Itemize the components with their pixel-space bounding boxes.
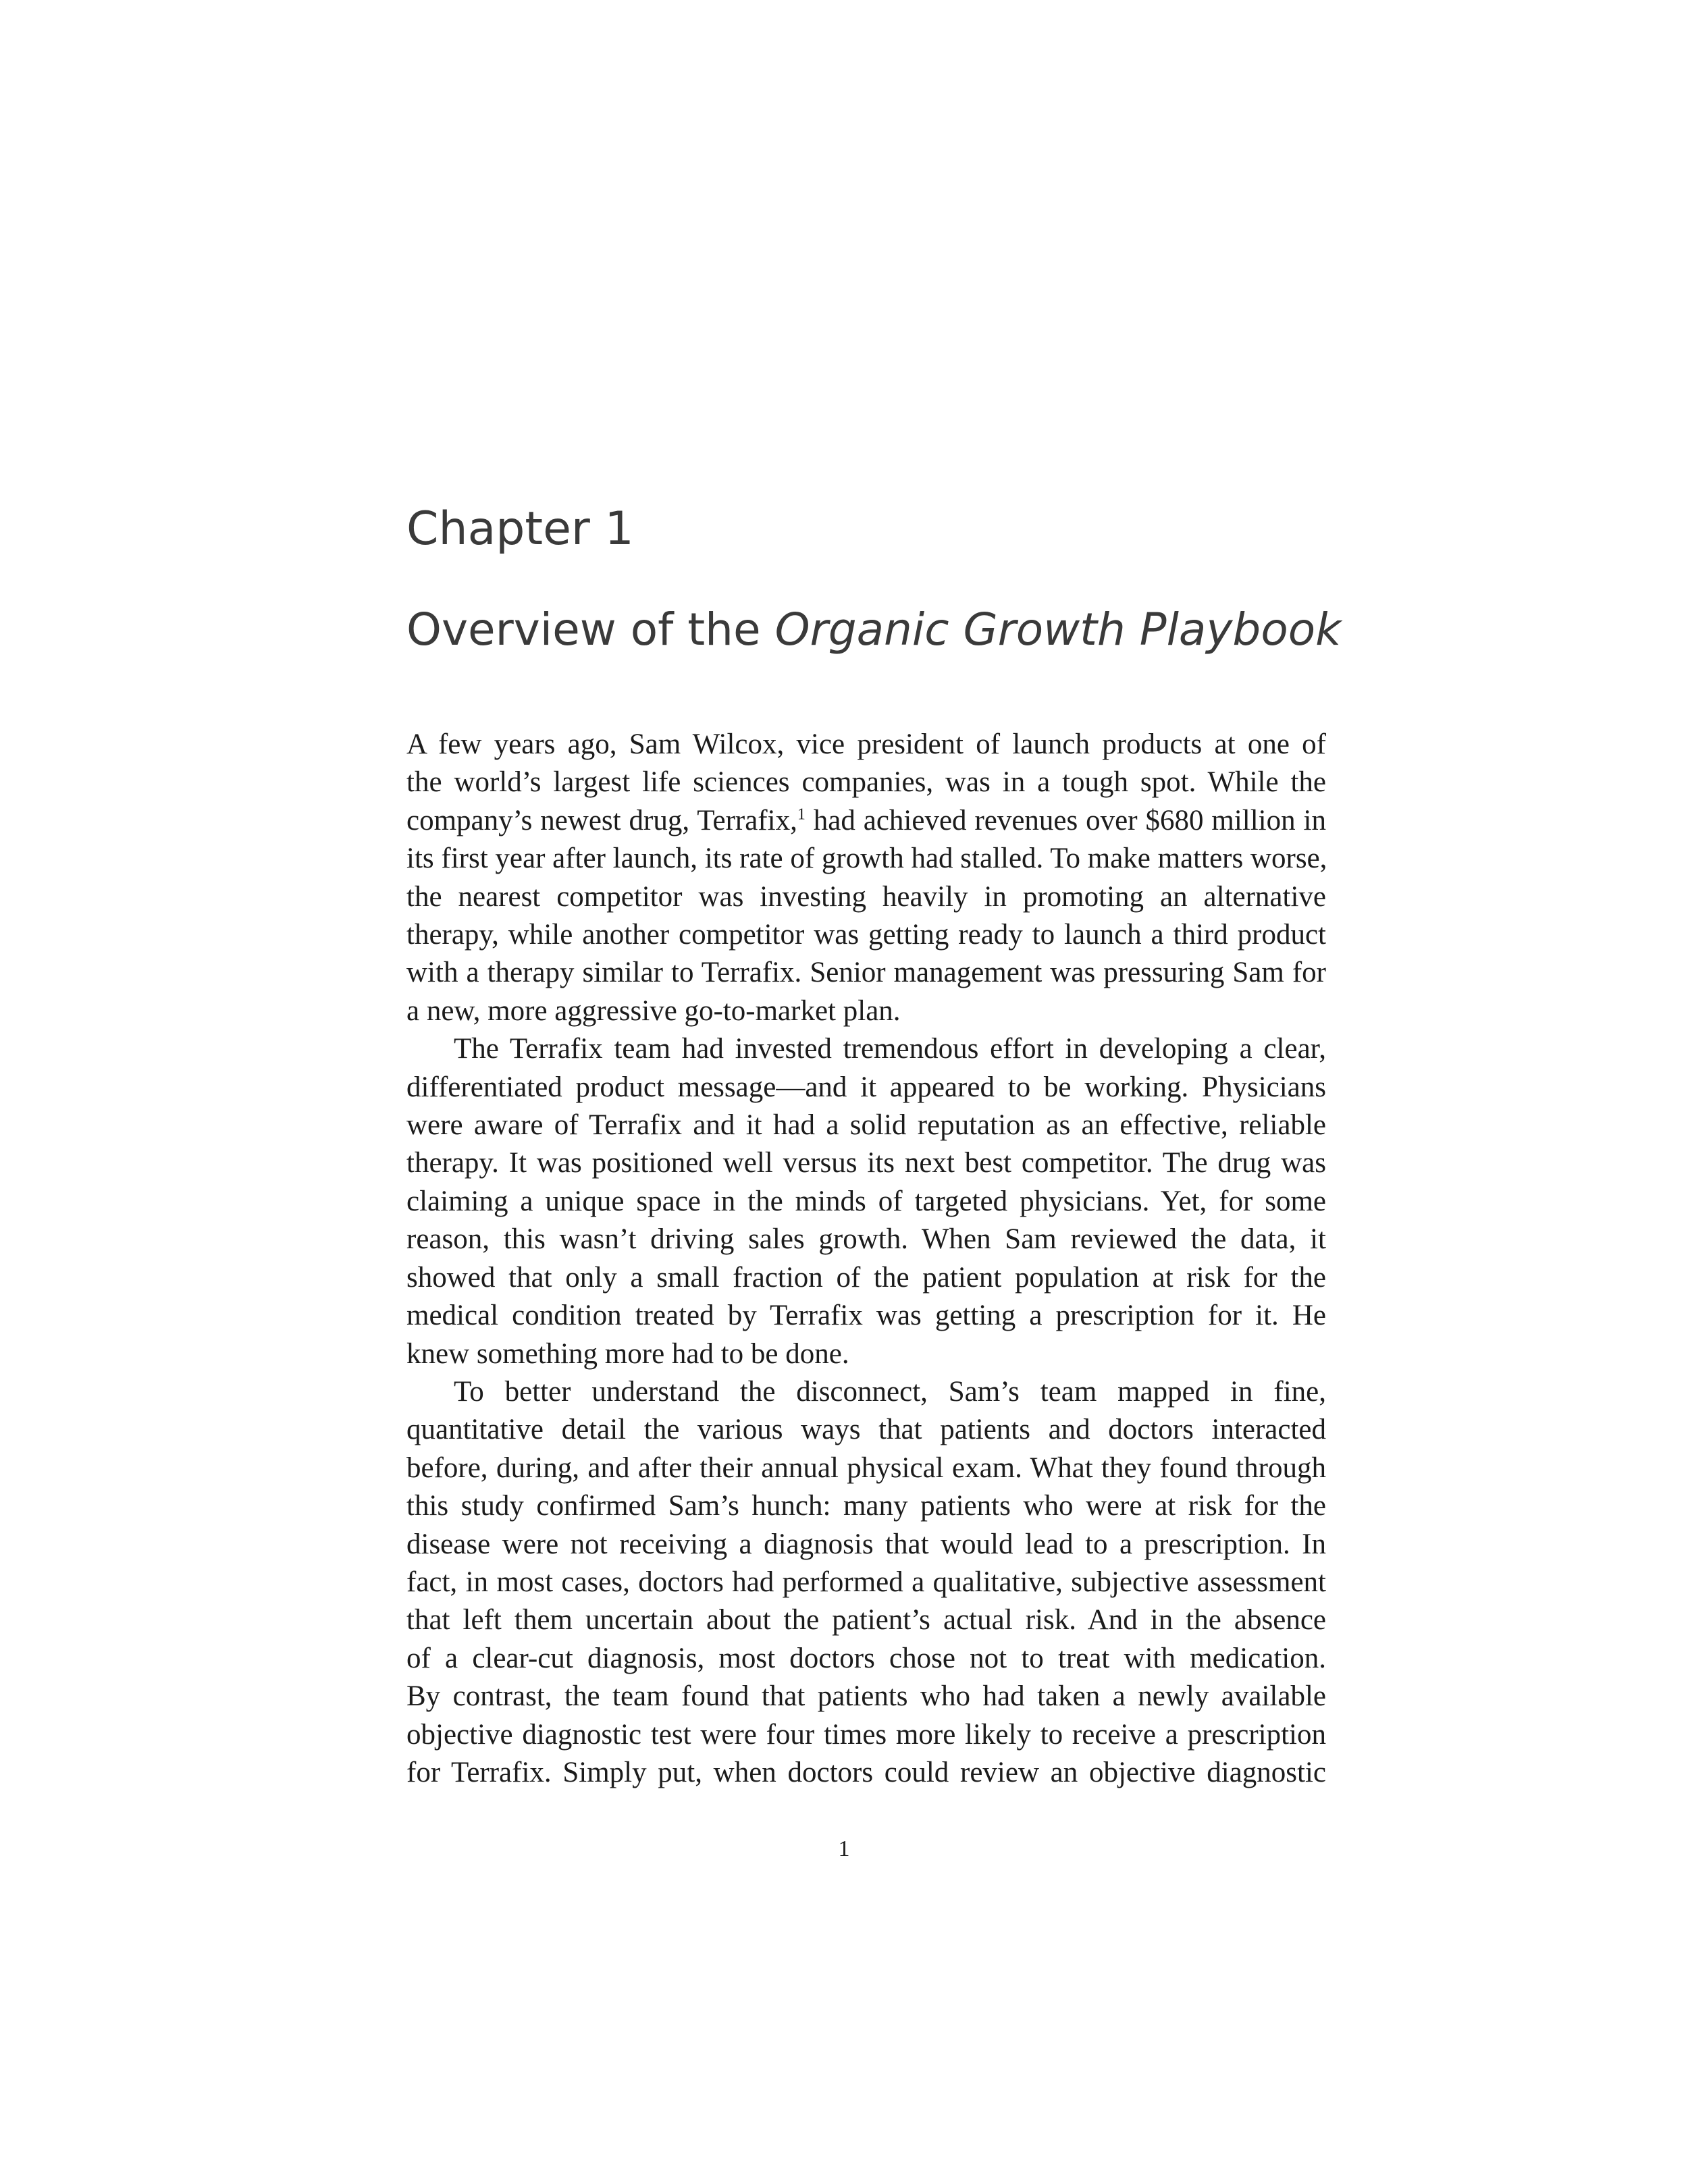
text-line: The Terrafix team had invested tremendous effort in developing a clear, [454,1033,1326,1065]
text-line: the world’s largest life sciences companies, was in a tough spot. While the [406,766,1326,799]
text-line: for Terrafix. Simply put, when doctors could review an objective diagnostic [406,1756,1326,1788]
text-line: By contrast, the team found that patients who had taken a newly available [406,1680,1326,1713]
text-line: a new, more aggressive go-to-market plan. [406,994,901,1027]
paragraph [406,726,1326,1030]
text-line: therapy. It was positioned well versus its next best competitor. The drug was [406,1147,1326,1179]
text-line: claiming a unique space in the minds of targeted physicians. Yet, for some [406,1185,1326,1217]
body-text [406,726,1326,1792]
text-line: its first year after launch, its rate of growth had stalled. To make matters worse, [406,843,1327,875]
text-line: the nearest competitor was investing heavily in promoting an alternative [406,880,1326,913]
text-line: fact, in most cases, doctors had performed a qualitative, subjective assessment [406,1566,1326,1598]
text-line: this study confirmed Sam’s hunch: many patients who were at risk for the [406,1490,1326,1522]
text-line: quantitative detail the various ways that patients and doctors interacted [406,1414,1326,1446]
paragraph [406,1030,1326,1373]
text-line: reason, this wasn’t driving sales growth. When Sam reviewed the data, it [406,1223,1326,1256]
text-line: that left them uncertain about the patient’s actual risk. And in the absence [406,1604,1326,1636]
text-line: To better understand the disconnect, Sam’s team mapped in fine, [454,1375,1326,1408]
paragraph [406,1373,1326,1792]
chapter-title-emphasis: Organic Growth Playbook [774,604,1342,656]
chapter-title [406,604,1342,656]
footnote-marker: 1 [797,805,806,824]
text-line: of a clear-cut diagnosis, most doctors chose not to treat with medication. [406,1642,1326,1674]
text-line: showed that only a small fraction of the patient population at risk for the [406,1261,1326,1294]
text-line: differentiated product message—and it appeared to be working. Physicians [406,1071,1326,1103]
text-line: objective diagnostic test were four times more likely to receive a prescription [406,1718,1326,1751]
chapter-label: Chapter 1 [406,502,634,556]
text-line: with a therapy similar to Terrafix. Senior management was pressuring Sam for [406,957,1326,989]
text-line: therapy, while another competitor was getting ready to launch a third product [406,919,1326,951]
text-line: medical condition treated by Terrafix was getting a prescription for it. He [406,1300,1326,1332]
text-line: company’s newest drug, Terrafix,$^1$ had achieved revenues over $680 million in [406,804,1326,836]
chapter-title-prefix: Overview of the [406,604,775,656]
text-line: disease were not receiving a diagnosis that would lead to a prescription. In [406,1528,1326,1560]
text-line: knew something more had to be done. [406,1337,849,1370]
text-line: were aware of Terrafix and it had a solid reputation as an effective, reliable [406,1109,1326,1142]
page-number: 1 [838,1836,850,1861]
text-line: A few years ago, Sam Wilcox, vice president of launch products at one of [406,728,1326,760]
text-line: before, during, and after their annual physical exam. What they found through [406,1451,1326,1484]
